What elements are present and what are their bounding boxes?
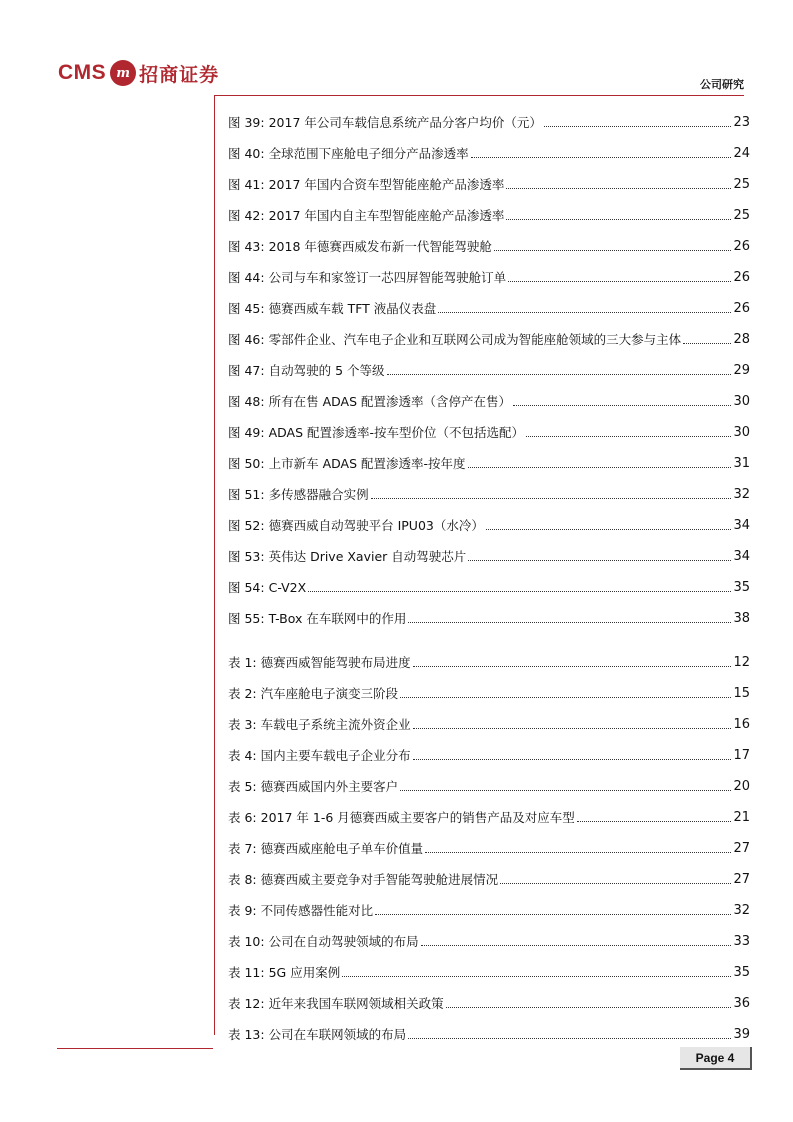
dot-leader	[508, 281, 731, 282]
entry-page-number: 33	[733, 934, 750, 949]
dot-leader	[342, 976, 731, 977]
entry-title: 国内主要车载电子企业分布	[260, 748, 411, 763]
figure-entry[interactable]	[228, 476, 750, 507]
entry-label	[228, 517, 484, 535]
figure-entry[interactable]	[228, 538, 750, 569]
logo-chinese-text: 招商证券	[139, 63, 220, 86]
entry-label	[228, 114, 542, 132]
entry-prefix: 图 55:	[228, 611, 265, 626]
dot-leader	[468, 560, 731, 561]
entry-title: 德赛西威智能驾驶布局进度	[260, 655, 411, 670]
entry-prefix: 图 52:	[228, 518, 265, 533]
entry-label	[228, 455, 466, 473]
dot-leader	[471, 157, 732, 158]
dot-leader	[446, 1007, 732, 1008]
dot-leader	[387, 374, 732, 375]
entry-prefix: 表 10:	[228, 934, 265, 949]
entry-title: 2018 年德赛西威发布新一代智能驾驶舱	[268, 239, 492, 254]
entry-prefix: 图 47:	[228, 363, 265, 378]
entry-page-number: 31	[733, 456, 750, 471]
entry-page-number: 17	[733, 748, 750, 763]
dot-leader	[413, 666, 732, 667]
entry-prefix: 表 9:	[228, 903, 257, 918]
entry-title: 多传感器融合实例	[268, 487, 369, 502]
entry-title: 2017 年国内自主车型智能座舱产品渗透率	[268, 208, 505, 223]
figure-entry[interactable]	[228, 352, 750, 383]
figure-entry[interactable]	[228, 104, 750, 135]
entry-title: 2017 年 1-6 月德赛西威主要客户的销售产品及对应车型	[260, 810, 575, 825]
dot-leader	[308, 591, 731, 592]
entry-label	[228, 362, 385, 380]
entry-prefix: 图 46:	[228, 332, 265, 347]
entry-label	[228, 902, 373, 920]
entry-page-number: 15	[733, 686, 750, 701]
entry-prefix: 表 13:	[228, 1027, 265, 1042]
table-entry[interactable]	[228, 644, 750, 675]
dot-leader	[506, 188, 731, 189]
dot-leader	[421, 945, 732, 946]
table-entry[interactable]	[228, 830, 750, 861]
entry-title: 德赛西威主要竞争对手智能驾驶舱进展情况	[260, 872, 499, 887]
entry-page-number: 38	[733, 611, 750, 626]
dot-leader	[400, 790, 731, 791]
entry-label	[228, 933, 419, 951]
entry-page-number: 39	[733, 1027, 750, 1042]
entry-label	[228, 871, 498, 889]
margin-divider	[214, 95, 215, 1035]
table-entry[interactable]	[228, 923, 750, 954]
entry-page-number: 25	[733, 208, 750, 223]
entry-prefix: 图 45:	[228, 301, 265, 316]
section-label: 公司研究	[700, 78, 744, 91]
entry-page-number: 28	[733, 332, 750, 347]
entry-page-number: 26	[733, 239, 750, 254]
dot-leader	[506, 219, 731, 220]
figure-entry[interactable]	[228, 383, 750, 414]
table-entry[interactable]	[228, 954, 750, 985]
entry-title: 公司在自动驾驶领域的布局	[268, 934, 419, 949]
entry-prefix: 图 39:	[228, 115, 265, 130]
entry-prefix: 图 42:	[228, 208, 265, 223]
entry-page-number: 32	[733, 903, 750, 918]
entry-label	[228, 809, 575, 827]
entry-prefix: 表 12:	[228, 996, 265, 1011]
entry-prefix: 表 4:	[228, 748, 257, 763]
entry-title: T-Box 在车联网中的作用	[268, 611, 407, 626]
entry-prefix: 表 5:	[228, 779, 257, 794]
entry-title: ADAS 配置渗透率-按车型价位（不包括选配）	[268, 425, 525, 440]
figure-entry[interactable]	[228, 197, 750, 228]
dot-leader	[544, 126, 732, 127]
dot-leader	[371, 498, 732, 499]
entry-title: 零部件企业、汽车电子企业和互联网公司成为智能座舱领域的三大参与主体	[268, 332, 682, 347]
header-divider	[214, 95, 744, 96]
entry-label	[228, 238, 492, 256]
entry-title: 2017 年国内合资车型智能座舱产品渗透率	[268, 177, 505, 192]
entry-label	[228, 1026, 406, 1044]
entry-title: 2017 年公司车载信息系统产品分客户均价（元）	[268, 115, 542, 130]
entry-label	[228, 145, 469, 163]
entry-title: 英伟达 Drive Xavier 自动驾驶芯片	[268, 549, 467, 564]
entry-prefix: 图 53:	[228, 549, 265, 564]
entry-prefix: 表 1:	[228, 655, 257, 670]
entry-label	[228, 269, 506, 287]
entry-page-number: 32	[733, 487, 750, 502]
table-entry[interactable]	[228, 985, 750, 1016]
table-of-contents	[228, 104, 750, 1047]
entry-page-number: 34	[733, 518, 750, 533]
entry-label	[228, 654, 411, 672]
entry-prefix: 图 54:	[228, 580, 265, 595]
dot-leader	[486, 529, 732, 530]
entry-label	[228, 331, 681, 349]
entry-title: 5G 应用案例	[268, 965, 341, 980]
entry-title: 德赛西威座舱电子单车价值量	[260, 841, 424, 856]
entry-page-number: 20	[733, 779, 750, 794]
entry-title: 车载电子系统主流外资企业	[260, 717, 411, 732]
entry-title: 上市新车 ADAS 配置渗透率-按年度	[268, 456, 466, 471]
entry-page-number: 16	[733, 717, 750, 732]
entry-label	[228, 176, 504, 194]
table-entry[interactable]	[228, 799, 750, 830]
figure-entry[interactable]	[228, 600, 750, 631]
entry-page-number: 30	[733, 425, 750, 440]
entry-title: C-V2X	[268, 580, 307, 595]
entry-label	[228, 579, 306, 597]
entry-label	[228, 424, 524, 442]
dot-leader	[375, 914, 731, 915]
figure-entry[interactable]	[228, 290, 750, 321]
dot-leader	[413, 759, 732, 760]
entry-label	[228, 207, 504, 225]
entry-page-number: 26	[733, 270, 750, 285]
dot-leader	[526, 436, 731, 437]
figure-list	[228, 104, 750, 631]
dot-leader	[577, 821, 732, 822]
entry-label	[228, 486, 369, 504]
entry-page-number: 34	[733, 549, 750, 564]
entry-label	[228, 685, 398, 703]
figure-entry[interactable]	[228, 569, 750, 600]
entry-title: 公司与车和家签订一芯四屏智能驾驶舱订单	[268, 270, 507, 285]
entry-prefix: 图 48:	[228, 394, 265, 409]
table-entry[interactable]	[228, 768, 750, 799]
list-gap	[228, 631, 750, 644]
dot-leader	[408, 622, 731, 623]
table-entry[interactable]	[228, 675, 750, 706]
company-logo	[58, 58, 219, 88]
figure-entry[interactable]	[228, 259, 750, 290]
entry-page-number: 27	[733, 841, 750, 856]
dot-leader	[438, 312, 731, 313]
entry-title: 汽车座舱电子演变三阶段	[260, 686, 399, 701]
dot-leader	[408, 1038, 731, 1039]
entry-label	[228, 300, 436, 318]
entry-title: 自动驾驶的 5 个等级	[268, 363, 385, 378]
entry-prefix: 表 11:	[228, 965, 265, 980]
table-entry[interactable]	[228, 861, 750, 892]
dot-leader	[513, 405, 731, 406]
dot-leader	[683, 343, 731, 344]
dot-leader	[500, 883, 731, 884]
figure-entry[interactable]	[228, 228, 750, 259]
entry-prefix: 表 6:	[228, 810, 257, 825]
entry-prefix: 图 40:	[228, 146, 265, 161]
entry-label	[228, 716, 411, 734]
dot-leader	[425, 852, 731, 853]
entry-label	[228, 548, 466, 566]
table-list	[228, 644, 750, 1047]
table-entry[interactable]	[228, 1016, 750, 1047]
entry-page-number: 27	[733, 872, 750, 887]
entry-label	[228, 778, 398, 796]
entry-prefix: 表 2:	[228, 686, 257, 701]
logo-latin-text: CMS	[58, 61, 107, 84]
figure-entry[interactable]	[228, 135, 750, 166]
entry-title: 所有在售 ADAS 配置渗透率（含停产在售）	[268, 394, 511, 409]
entry-page-number: 35	[733, 580, 750, 595]
entry-title: 公司在车联网领域的布局	[268, 1027, 407, 1042]
entry-label	[228, 393, 511, 411]
entry-prefix: 图 51:	[228, 487, 265, 502]
figure-entry[interactable]	[228, 445, 750, 476]
entry-label	[228, 995, 444, 1013]
entry-title: 近年来我国车联网领域相关政策	[268, 996, 444, 1011]
table-entry[interactable]	[228, 706, 750, 737]
figure-entry[interactable]	[228, 507, 750, 538]
entry-page-number: 26	[733, 301, 750, 316]
entry-prefix: 图 50:	[228, 456, 265, 471]
footer-divider	[57, 1048, 213, 1049]
entry-page-number: 35	[733, 965, 750, 980]
page-number-badge: Page 4	[680, 1047, 752, 1070]
entry-title: 德赛西威国内外主要客户	[260, 779, 399, 794]
entry-title: 德赛西威自动驾驶平台 IPU03（水冷）	[268, 518, 484, 533]
entry-prefix: 图 43:	[228, 239, 265, 254]
dot-leader	[494, 250, 732, 251]
entry-prefix: 表 7:	[228, 841, 257, 856]
entry-title: 不同传感器性能对比	[260, 903, 374, 918]
entry-page-number: 30	[733, 394, 750, 409]
entry-prefix: 表 8:	[228, 872, 257, 887]
entry-page-number: 12	[733, 655, 750, 670]
dot-leader	[413, 728, 732, 729]
entry-title: 全球范围下座舱电子细分产品渗透率	[268, 146, 469, 161]
figure-entry[interactable]	[228, 321, 750, 352]
entry-page-number: 24	[733, 146, 750, 161]
entry-page-number: 25	[733, 177, 750, 192]
entry-prefix: 图 49:	[228, 425, 265, 440]
entry-label	[228, 964, 340, 982]
figure-entry[interactable]	[228, 166, 750, 197]
entry-label	[228, 747, 411, 765]
dot-leader	[400, 697, 731, 698]
entry-page-number: 23	[733, 115, 750, 130]
entry-page-number: 36	[733, 996, 750, 1011]
entry-label	[228, 840, 423, 858]
logo-emblem-icon: m	[110, 60, 136, 86]
table-entry[interactable]	[228, 737, 750, 768]
figure-entry[interactable]	[228, 414, 750, 445]
table-entry[interactable]	[228, 892, 750, 923]
entry-page-number: 21	[733, 810, 750, 825]
dot-leader	[468, 467, 732, 468]
entry-page-number: 29	[733, 363, 750, 378]
entry-prefix: 图 41:	[228, 177, 265, 192]
entry-label	[228, 610, 406, 628]
entry-prefix: 表 3:	[228, 717, 257, 732]
entry-prefix: 图 44:	[228, 270, 265, 285]
entry-title: 德赛西威车载 TFT 液晶仪表盘	[268, 301, 437, 316]
